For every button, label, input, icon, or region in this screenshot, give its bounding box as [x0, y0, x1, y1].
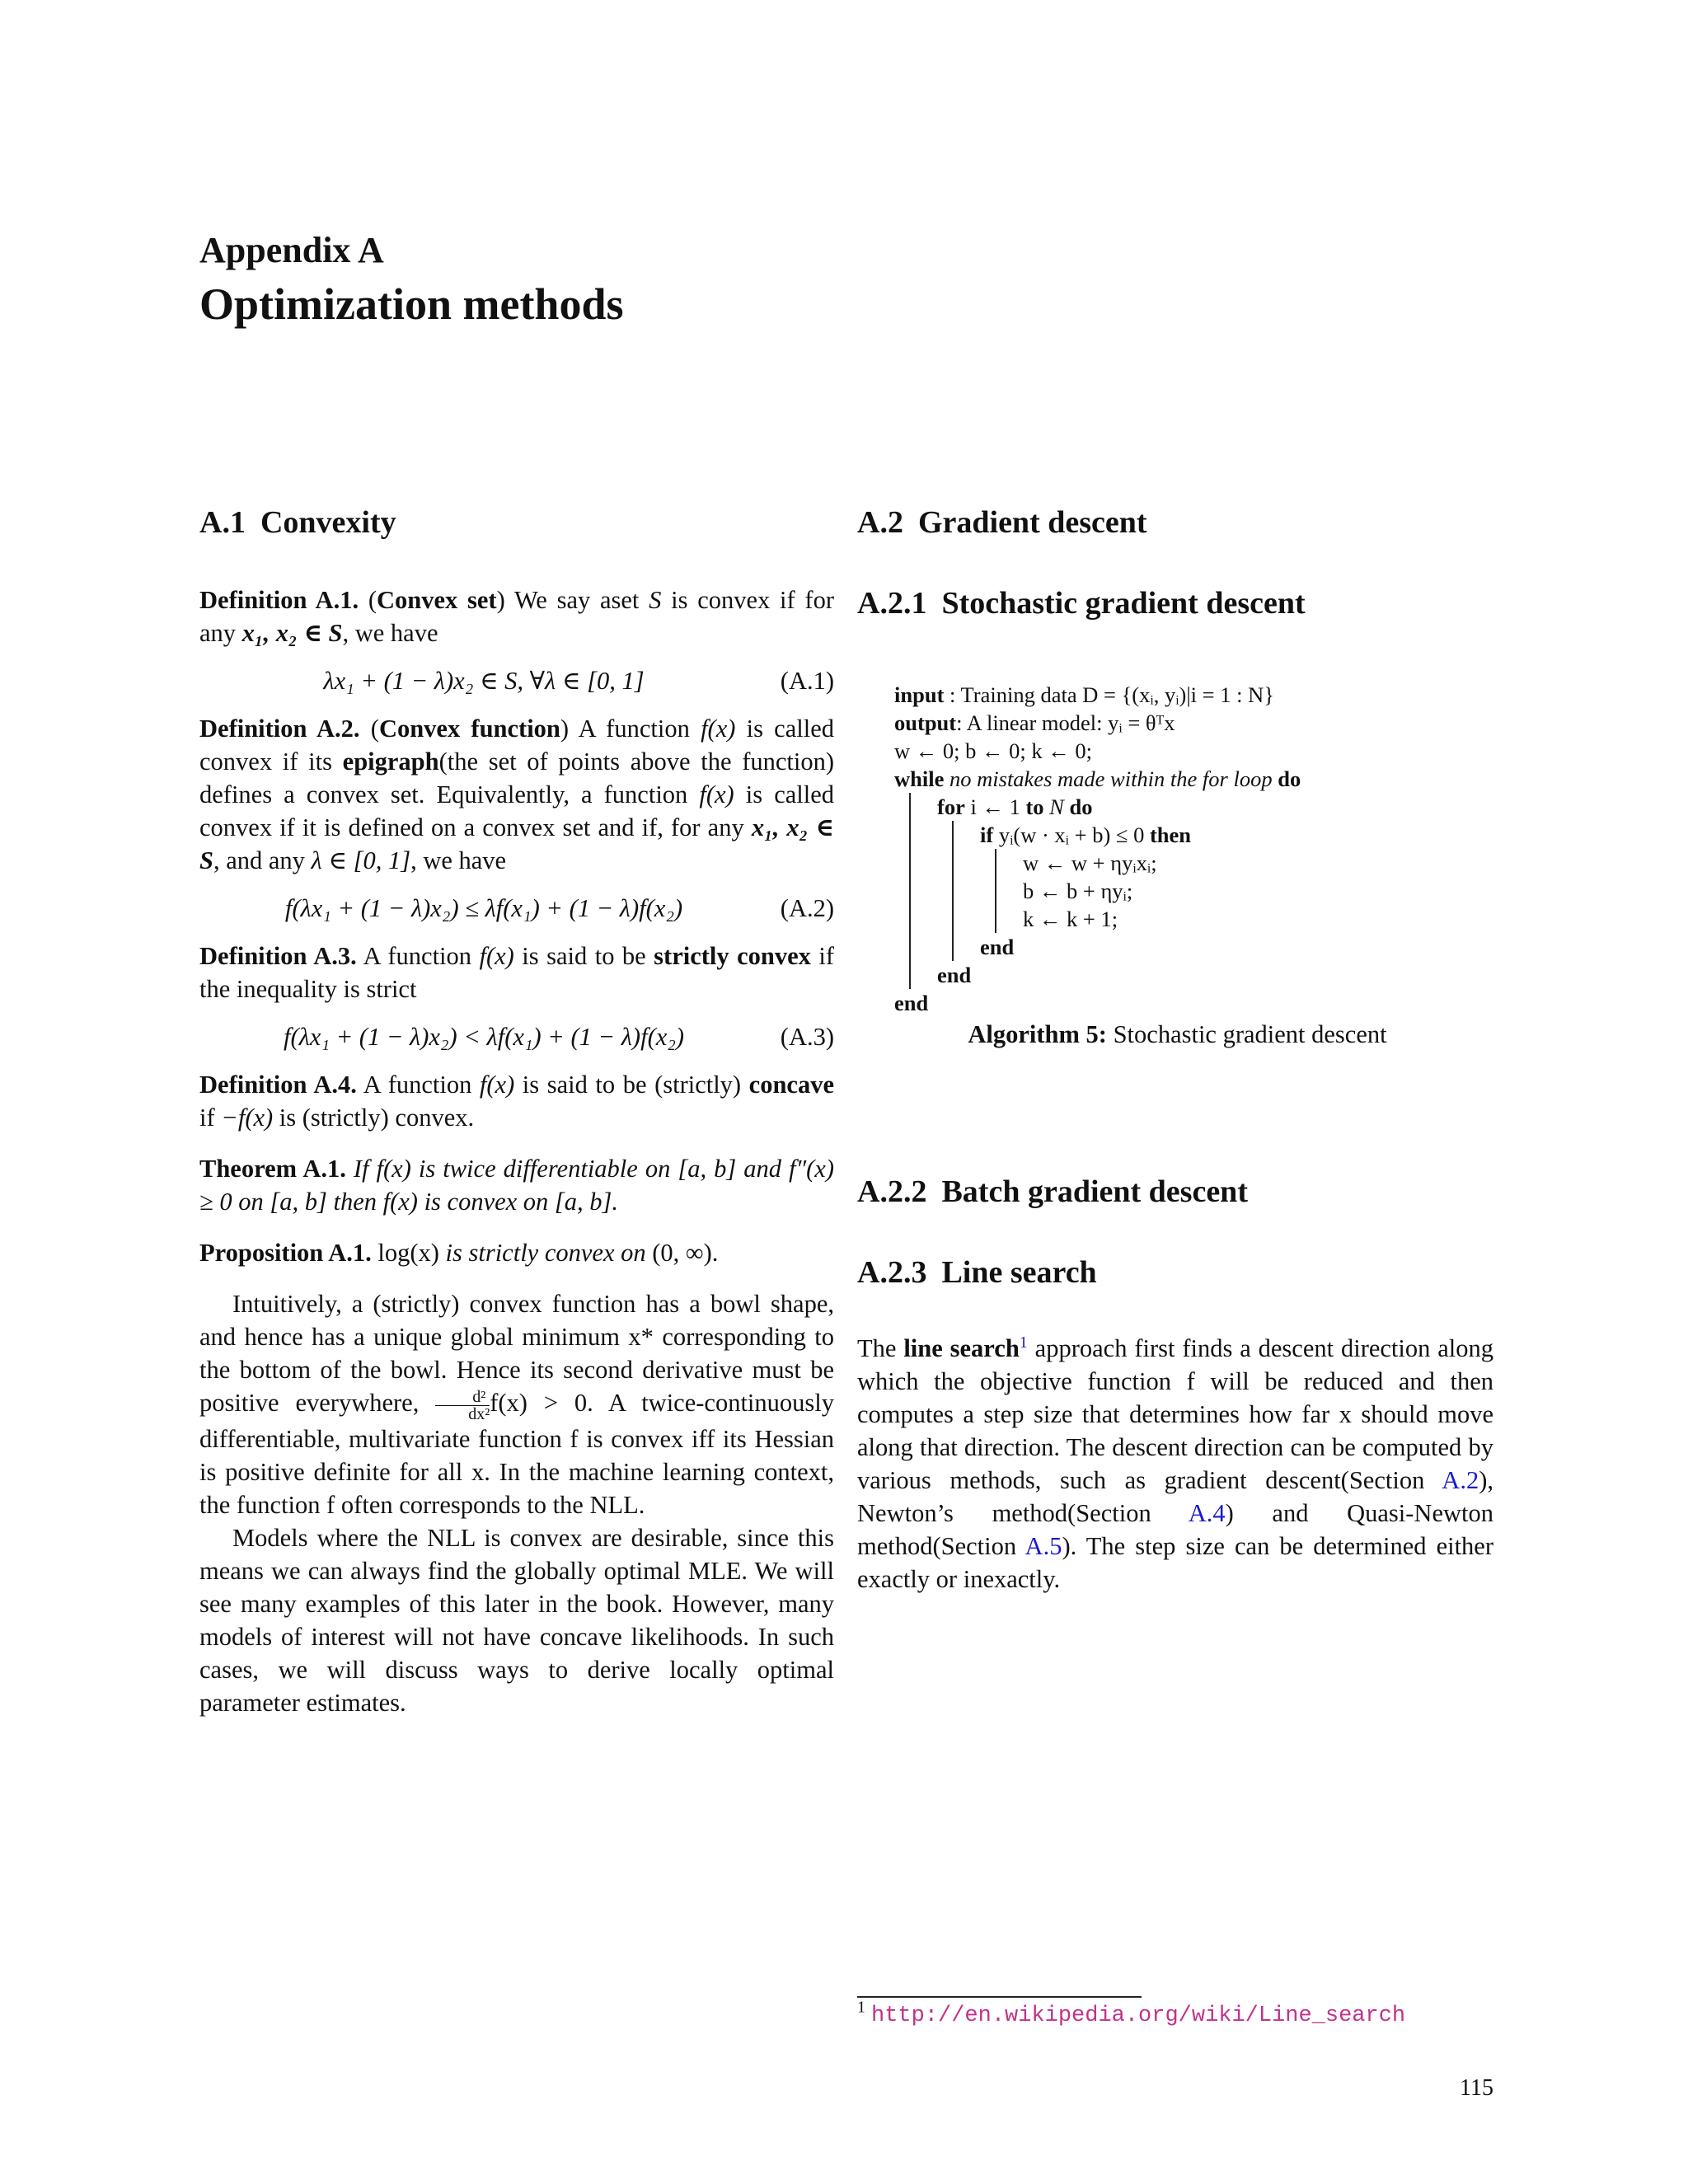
second-derivative-fraction: $\frac{\text{d²}}{\text{dx²}}$ [435, 1389, 490, 1422]
definition-a1: Definition A.1. (Convex set) We say aset S is convex if for any x₁, x₂ ∈ S, we have [199, 586, 834, 647]
left-column [199, 503, 834, 1719]
algo-update-w: w ← w + ηyᵢxᵢ; [1023, 851, 1157, 875]
algo-end-while: end [894, 991, 929, 1015]
definition-a4: Definition A.4. A function f(x) is said to be (strictly) concave if −f(x) is (strictly) convex. [199, 1071, 834, 1132]
paragraph-intuition: Intuitively, a (strictly) convex function has a bowl shape, and hence has a unique global minimum x* corresponding to the bottom of the bowl. Hence its second derivative must be positive everywhere, $\frac{\text{d²}}{\text{dx²}}$ f(x) > 0. A twice-continuously differentiable, multivariate function f is convex iff its Hessian is positive definite for all x. In the machine learning context, the function f often corresponds to the NLL. [199, 1290, 834, 1519]
appendix-label: Appendix A [199, 230, 384, 270]
right-column [857, 503, 1493, 1596]
subsection-heading-batch: A.2.2 Batch gradient descent [857, 1174, 1248, 1209]
algo-if: if yᵢ(w · xᵢ + b) ≤ 0 then [980, 823, 1192, 847]
algo-update-b: b ← b + ηyᵢ; [1023, 879, 1133, 903]
theorem-a1: Theorem A.1. If f(x) is twice differentiable on [a, b] and f″(x) ≥ 0 on [a, b] then f(x) is convex on [a, b]. [199, 1155, 835, 1216]
algo-update-k: k ← k + 1; [1023, 907, 1118, 931]
footnote-mark[interactable]: 1 [1019, 1333, 1028, 1352]
definition-a2: Definition A.2. (Convex function) A function f(x) is called convex if its epigraph(the set of points above the function) defines a convex set. Equivalently, a function f(x) is called convex if it is defined on a convex set and if, for any x₁, x₂ ∈ S, and any λ ∈ [0, 1], we have [199, 715, 835, 874]
definition-a3: Definition A.3. A function f(x) is said to be strictly convex if the inequality is strict [199, 942, 834, 1003]
subsection-heading-sgd: A.2.1 Stochastic gradient descent [857, 586, 1306, 621]
algo-while-block [909, 793, 1493, 989]
proposition-a1: Proposition A.1. log(x) is strictly convex on (0, ∞). [199, 1239, 719, 1267]
ref-section-a4[interactable]: A.4 [1188, 1499, 1226, 1527]
paragraph-nll: Models where the NLL is convex are desirable, since this means we can always find the globally optimal MLE. We will see many examples of this later in the book. However, many models of interest will not have concave likelihoods. In such cases, we will discuss ways to derive locally optimal parameter estimates. [199, 1523, 834, 1717]
algorithm-5 [894, 681, 1493, 1048]
algo-end-if: end [980, 935, 1015, 959]
section-heading-convexity: A.1 Convexity [199, 505, 396, 540]
page-number: 115 [1460, 2075, 1493, 2101]
section-heading-gradient-descent: A.2 Gradient descent [857, 505, 1147, 540]
algo-if-block [995, 849, 1493, 933]
algo-output: output: A linear model: yᵢ = θᵀx [894, 710, 1175, 735]
algo-for-block [952, 821, 1493, 961]
footnote-url-link[interactable]: http://en.wikipedia.org/wiki/Line_search [871, 2004, 1406, 2028]
equation-a2: f(λx₁ + (1 − λ)x₂) ≤ λf(x₁) + (1 − λ)f(x₂) (A.2) [284, 894, 834, 922]
chapter-title: Optimization methods [199, 279, 624, 329]
equation-a1: λx₁ + (1 − λ)x₂ ∈ S, ∀λ ∈ [0, 1] (A.1) [323, 667, 834, 695]
algo-input: input : Training data D = {(xᵢ, yᵢ)|i = 1 : N} [894, 682, 1274, 707]
ref-section-a5[interactable]: A.5 [1025, 1532, 1062, 1560]
equation-a3: f(λx₁ + (1 − λ)x₂) < λf(x₁) + (1 − λ)f(x₂) (A.3) [283, 1023, 834, 1051]
algo-init: w ← 0; b ← 0; k ← 0; [894, 738, 1092, 763]
ref-section-a2[interactable]: A.2 [1442, 1466, 1479, 1494]
algo-while: while no mistakes made within the for loop do [894, 766, 1301, 791]
algorithm-caption: Algorithm 5: Stochastic gradient descent [968, 1020, 1387, 1048]
footnote: $^1$ http://en.wikipedia.org/wiki/Line_search [857, 1998, 1406, 2028]
subsection-heading-line-search: A.2.3 Line search [857, 1255, 1097, 1290]
algo-for: for i ← 1 to N do [937, 794, 1093, 819]
footnote-rule [857, 1996, 1142, 1998]
algo-end-for: end [937, 963, 972, 987]
paragraph-line-search: The line search$^1$ approach first finds a descent direction along which the objective function f will be reduced and then computes a step size that determines how far x should move along that direction. The descent direction can be computed by various methods, such as gradient descent(Section A.2), Newton’s method(Section A.4) and Quasi-Newton method(Section A.5). The step size can be determined either exactly or inexactly. [857, 1333, 1494, 1593]
